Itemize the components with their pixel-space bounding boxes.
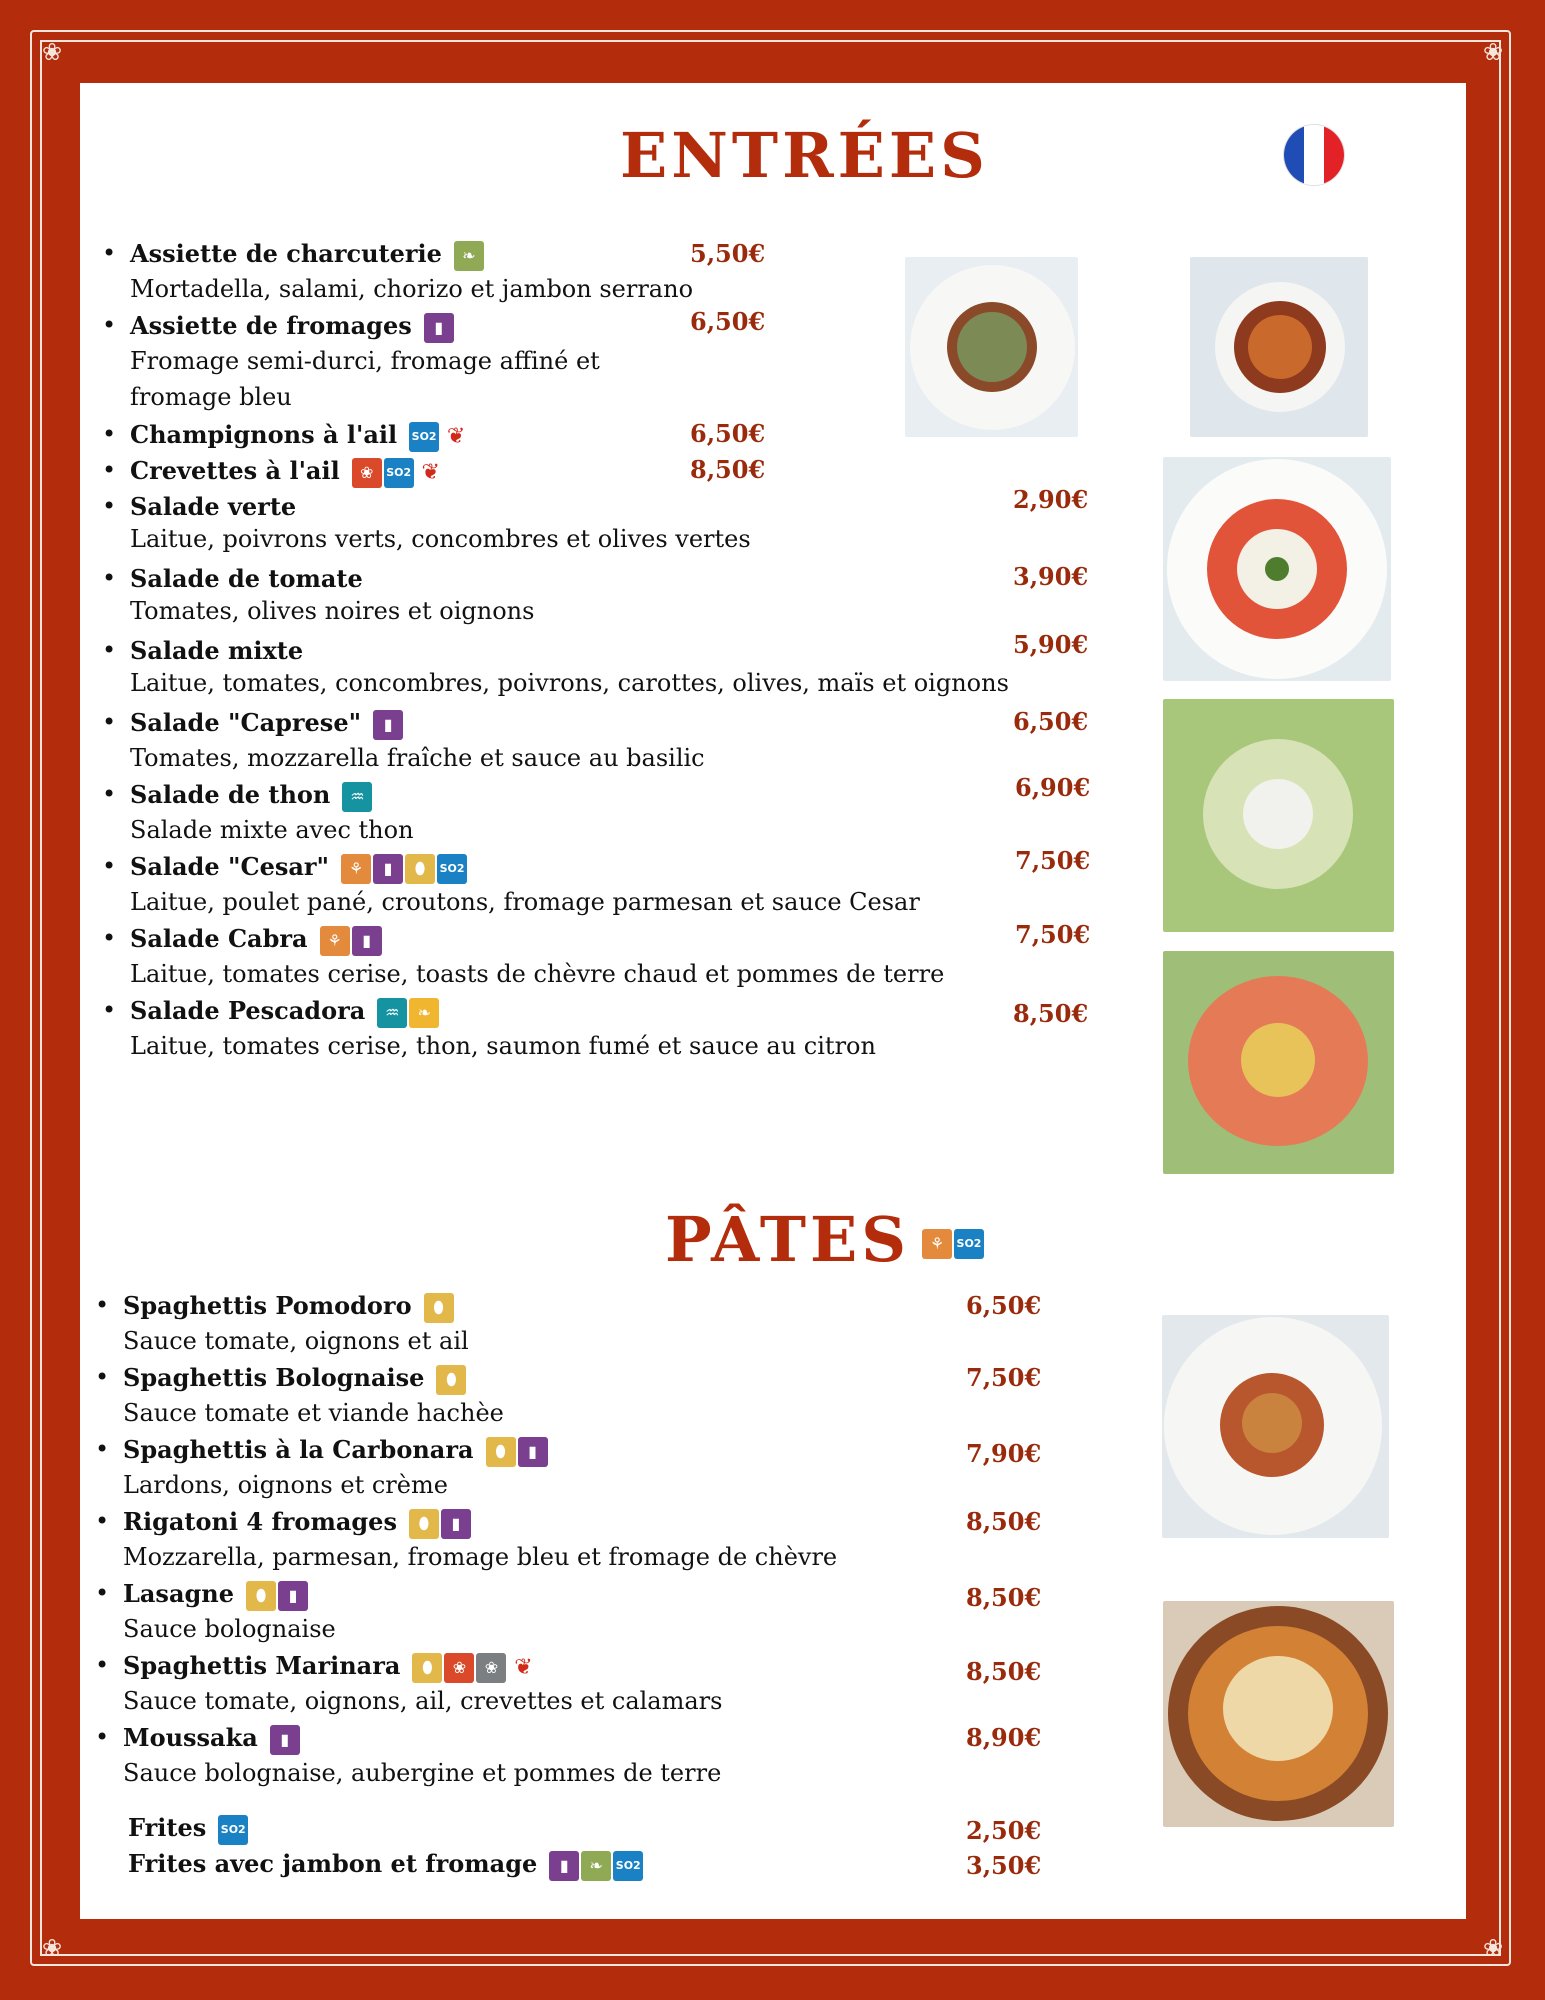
item-name bbox=[130, 996, 876, 1028]
bullet: • bbox=[102, 564, 117, 592]
bullet: • bbox=[95, 1723, 110, 1751]
photo-garlic-shrimp bbox=[1190, 257, 1368, 437]
item-price: 6,50€ bbox=[966, 1291, 1042, 1320]
item-name-text: Salade de thon bbox=[130, 780, 331, 809]
menu-item bbox=[95, 1723, 722, 1791]
item-name bbox=[123, 1291, 469, 1323]
item-name bbox=[128, 1813, 248, 1845]
item-price: 6,50€ bbox=[690, 419, 766, 448]
item-price: 7,90€ bbox=[966, 1439, 1042, 1468]
menu-item bbox=[102, 636, 1009, 701]
item-price: 7,50€ bbox=[966, 1363, 1042, 1392]
item-price: 6,90€ bbox=[1015, 773, 1091, 802]
item-name-text: Champignons à l'ail bbox=[130, 420, 398, 449]
menu-item bbox=[95, 1507, 838, 1575]
item-price: 2,90€ bbox=[1013, 485, 1089, 514]
item-name bbox=[123, 1507, 837, 1539]
dairy-icon: ▮ bbox=[270, 1725, 300, 1755]
item-price: 8,90€ bbox=[966, 1723, 1042, 1752]
dairy-icon: ▮ bbox=[518, 1437, 548, 1467]
item-price: 3,90€ bbox=[1013, 562, 1089, 591]
item-name-text: Salade Cabra bbox=[130, 924, 308, 953]
fish-icon: ♒ bbox=[342, 782, 372, 812]
item-description: Laitue, tomates, concombres, poivrons, carottes, olives, maïs et oignons bbox=[130, 669, 1009, 697]
item-description: Laitue, poulet pané, croutons, fromage parmesan et sauce Cesar bbox=[130, 887, 920, 916]
item-description: Sauce bolognaise, aubergine et pommes de terre bbox=[123, 1758, 722, 1787]
allergen-icons bbox=[246, 1581, 308, 1611]
allergen-icons bbox=[377, 998, 439, 1028]
corner-ornament-icon: ❀ bbox=[1482, 38, 1504, 66]
so2-icon: SO2 bbox=[954, 1229, 984, 1259]
menu-item bbox=[95, 1363, 504, 1431]
item-price: 7,50€ bbox=[1015, 920, 1091, 949]
item-price: 8,50€ bbox=[966, 1507, 1042, 1536]
flag-red-stripe bbox=[1324, 125, 1344, 185]
allergen-icons bbox=[342, 782, 372, 812]
pates-title: PÂTES bbox=[665, 1203, 910, 1276]
extra-item bbox=[128, 1849, 643, 1881]
mustard-icon: ❧ bbox=[454, 241, 484, 271]
item-price: 8,50€ bbox=[966, 1657, 1042, 1686]
item-price: 7,50€ bbox=[1015, 846, 1091, 875]
allergen-icons bbox=[218, 1815, 248, 1845]
gluten-icon: ⚘ bbox=[320, 926, 350, 956]
corner-ornament-icon: ❀ bbox=[1482, 1934, 1504, 1962]
bullet: • bbox=[95, 1363, 110, 1391]
citrus-icon: ❧ bbox=[409, 998, 439, 1028]
item-name-text: Lasagne bbox=[123, 1579, 234, 1608]
egg-icon: ⬮ bbox=[436, 1365, 466, 1395]
dairy-icon: ▮ bbox=[441, 1509, 471, 1539]
bullet: • bbox=[102, 311, 117, 339]
item-price: 5,90€ bbox=[1013, 630, 1089, 659]
item-name bbox=[130, 636, 1009, 665]
menu-item bbox=[102, 924, 945, 992]
so2-icon: SO2 bbox=[613, 1851, 643, 1881]
bullet: • bbox=[95, 1579, 110, 1607]
menu-item bbox=[95, 1435, 548, 1503]
item-name bbox=[128, 1849, 643, 1881]
menu-page bbox=[80, 83, 1466, 1919]
allergen-icons bbox=[549, 1851, 643, 1881]
dairy-icon: ▮ bbox=[373, 710, 403, 740]
egg-icon: ⬮ bbox=[409, 1509, 439, 1539]
allergen-icons bbox=[373, 710, 403, 740]
egg-icon: ⬮ bbox=[412, 1653, 442, 1683]
crustacean-icon: ❀ bbox=[352, 458, 382, 488]
dairy-icon: ▮ bbox=[373, 854, 403, 884]
item-description: Mortadella, salami, chorizo et jambon serrano bbox=[130, 274, 694, 303]
menu-item bbox=[95, 1579, 336, 1647]
item-name-text: Salade Pescadora bbox=[130, 996, 366, 1025]
bullet: • bbox=[102, 456, 117, 484]
item-description: Lardons, oignons et crème bbox=[123, 1470, 448, 1499]
bullet: • bbox=[95, 1435, 110, 1463]
allergen-icons bbox=[424, 1293, 454, 1323]
item-description: fromage bleu bbox=[130, 382, 292, 411]
allergen-icons bbox=[341, 854, 467, 884]
photo-tomato-salad bbox=[1163, 457, 1391, 681]
egg-icon: ⬮ bbox=[405, 854, 435, 884]
item-name-text: Spaghettis à la Carbonara bbox=[123, 1435, 474, 1464]
item-name-text: Crevettes à l'ail bbox=[130, 456, 340, 485]
extra-item bbox=[128, 1813, 248, 1845]
item-name-text: Assiette de fromages bbox=[130, 311, 412, 340]
item-name-text: Frites bbox=[128, 1813, 207, 1842]
bullet: • bbox=[102, 780, 117, 808]
item-description: Tomates, olives noires et oignons bbox=[130, 597, 535, 625]
item-name-text: Salade de tomate bbox=[130, 564, 363, 593]
corner-ornament-icon: ❀ bbox=[41, 38, 63, 66]
item-name-text: Salade "Cesar" bbox=[130, 852, 330, 881]
item-name-text: Rigatoni 4 fromages bbox=[123, 1507, 397, 1536]
bullet: • bbox=[95, 1651, 110, 1679]
bullet: • bbox=[102, 852, 117, 880]
bullet: • bbox=[102, 420, 117, 448]
item-description: Salade mixte avec thon bbox=[130, 815, 414, 844]
allergen-icons bbox=[320, 926, 382, 956]
item-name bbox=[130, 852, 920, 884]
dairy-icon: ▮ bbox=[352, 926, 382, 956]
menu-item bbox=[102, 239, 694, 307]
item-name bbox=[130, 924, 944, 956]
item-name bbox=[130, 239, 693, 271]
item-description: Sauce tomate, oignons et ail bbox=[123, 1326, 469, 1355]
entrees-title: ENTRÉES bbox=[620, 119, 989, 192]
item-name-text: Moussaka bbox=[123, 1723, 258, 1752]
bullet: • bbox=[102, 924, 117, 952]
item-price: 8,50€ bbox=[966, 1583, 1042, 1612]
dairy-icon: ▮ bbox=[278, 1581, 308, 1611]
chili-icon: ❦ bbox=[421, 459, 440, 485]
item-price: 6,50€ bbox=[690, 307, 766, 336]
bullet: • bbox=[95, 1291, 110, 1319]
item-name-text: Salade "Caprese" bbox=[130, 708, 362, 737]
item-name-text: Assiette de charcuterie bbox=[130, 239, 442, 268]
item-description: Laitue, poivrons verts, concombres et olives vertes bbox=[130, 525, 751, 553]
menu-item bbox=[102, 564, 535, 629]
item-name bbox=[130, 780, 414, 812]
egg-icon: ⬮ bbox=[246, 1581, 276, 1611]
item-price: 3,50€ bbox=[966, 1851, 1042, 1880]
gluten-icon: ⚘ bbox=[922, 1229, 952, 1259]
menu-item bbox=[102, 492, 751, 557]
egg-icon: ⬮ bbox=[486, 1437, 516, 1467]
so2-icon: SO2 bbox=[218, 1815, 248, 1845]
allergen-icons bbox=[409, 422, 471, 452]
item-description: Sauce tomate et viande hachèe bbox=[123, 1398, 504, 1427]
bullet: • bbox=[102, 239, 117, 267]
item-name-text: Frites avec jambon et fromage bbox=[128, 1849, 538, 1878]
photo-cesar-salad bbox=[1163, 699, 1394, 932]
item-name-text: Spaghettis Bolognaise bbox=[123, 1363, 425, 1392]
item-name-text: Salade verte bbox=[130, 492, 297, 521]
menu-item bbox=[95, 1651, 723, 1719]
menu-item bbox=[102, 708, 705, 776]
menu-item bbox=[102, 420, 471, 452]
item-name bbox=[130, 456, 446, 488]
allergen-icons bbox=[454, 241, 484, 271]
item-price: 5,50€ bbox=[690, 239, 766, 268]
chili-icon: ❦ bbox=[446, 423, 466, 449]
bullet: • bbox=[102, 996, 117, 1024]
bullet: • bbox=[102, 708, 117, 736]
menu-item bbox=[102, 311, 600, 415]
allergen-icons bbox=[412, 1653, 538, 1683]
bullet: • bbox=[95, 1507, 110, 1535]
french-flag-icon[interactable] bbox=[1284, 125, 1344, 185]
gluten-icon: ⚘ bbox=[341, 854, 371, 884]
flag-white-stripe bbox=[1304, 125, 1324, 185]
item-description: Sauce bolognaise bbox=[123, 1614, 336, 1643]
crustacean-icon: ❀ bbox=[444, 1653, 474, 1683]
so2-icon: SO2 bbox=[384, 458, 414, 488]
item-name-text: Spaghettis Marinara bbox=[123, 1651, 401, 1680]
item-description: Laitue, tomates cerise, thon, saumon fumé et sauce au citron bbox=[130, 1031, 876, 1060]
menu-item bbox=[102, 780, 414, 848]
allergen-icons bbox=[352, 458, 446, 488]
item-name bbox=[123, 1723, 721, 1755]
allergen-icons bbox=[486, 1437, 548, 1467]
item-description: Fromage semi-durci, fromage affiné et bbox=[130, 346, 600, 375]
fish-icon: ♒ bbox=[377, 998, 407, 1028]
bullet: • bbox=[102, 636, 117, 664]
dairy-icon: ▮ bbox=[549, 1851, 579, 1881]
item-name bbox=[130, 311, 600, 343]
item-description: Mozzarella, parmesan, fromage bleu et fromage de chèvre bbox=[123, 1542, 838, 1571]
allergen-icons bbox=[424, 313, 454, 343]
menu-item bbox=[95, 1291, 469, 1359]
item-name bbox=[123, 1579, 336, 1611]
pates-allergen-icons bbox=[922, 1229, 984, 1259]
allergen-icons bbox=[409, 1509, 471, 1539]
mollusc-icon: ❀ bbox=[476, 1653, 506, 1683]
chili-icon: ❦ bbox=[514, 1654, 533, 1680]
menu-item bbox=[102, 456, 446, 488]
item-name bbox=[123, 1651, 722, 1683]
item-name bbox=[123, 1363, 504, 1395]
item-price: 2,50€ bbox=[966, 1816, 1042, 1845]
item-description: Sauce tomate, oignons, ail, crevettes et calamars bbox=[123, 1686, 723, 1715]
item-name-text: Spaghettis Pomodoro bbox=[123, 1291, 412, 1320]
flag-blue-stripe bbox=[1284, 125, 1304, 185]
allergen-icons bbox=[436, 1365, 466, 1395]
item-name-text: Salade mixte bbox=[130, 636, 304, 665]
photo-mushrooms bbox=[905, 257, 1078, 437]
so2-icon: SO2 bbox=[437, 854, 467, 884]
mustard-icon: ❧ bbox=[581, 1851, 611, 1881]
photo-spaghetti bbox=[1162, 1315, 1389, 1538]
item-name bbox=[130, 708, 705, 740]
corner-ornament-icon: ❀ bbox=[41, 1934, 63, 1962]
item-name bbox=[123, 1435, 548, 1467]
item-price: 8,50€ bbox=[1013, 999, 1089, 1028]
menu-item bbox=[102, 996, 876, 1064]
item-description: Laitue, tomates cerise, toasts de chèvre chaud et pommes de terre bbox=[130, 959, 945, 988]
item-name bbox=[130, 492, 751, 521]
photo-lasagne bbox=[1163, 1601, 1394, 1827]
so2-icon: SO2 bbox=[409, 422, 439, 452]
photo-pescadora-salad bbox=[1163, 951, 1394, 1174]
dairy-icon: ▮ bbox=[424, 313, 454, 343]
item-price: 8,50€ bbox=[690, 455, 766, 484]
egg-icon: ⬮ bbox=[424, 1293, 454, 1323]
menu-item bbox=[102, 852, 920, 920]
item-description: Tomates, mozzarella fraîche et sauce au basilic bbox=[130, 743, 705, 772]
bullet: • bbox=[102, 492, 117, 520]
item-name bbox=[130, 420, 471, 452]
item-price: 6,50€ bbox=[1013, 707, 1089, 736]
item-name bbox=[130, 564, 534, 593]
allergen-icons bbox=[270, 1725, 300, 1755]
